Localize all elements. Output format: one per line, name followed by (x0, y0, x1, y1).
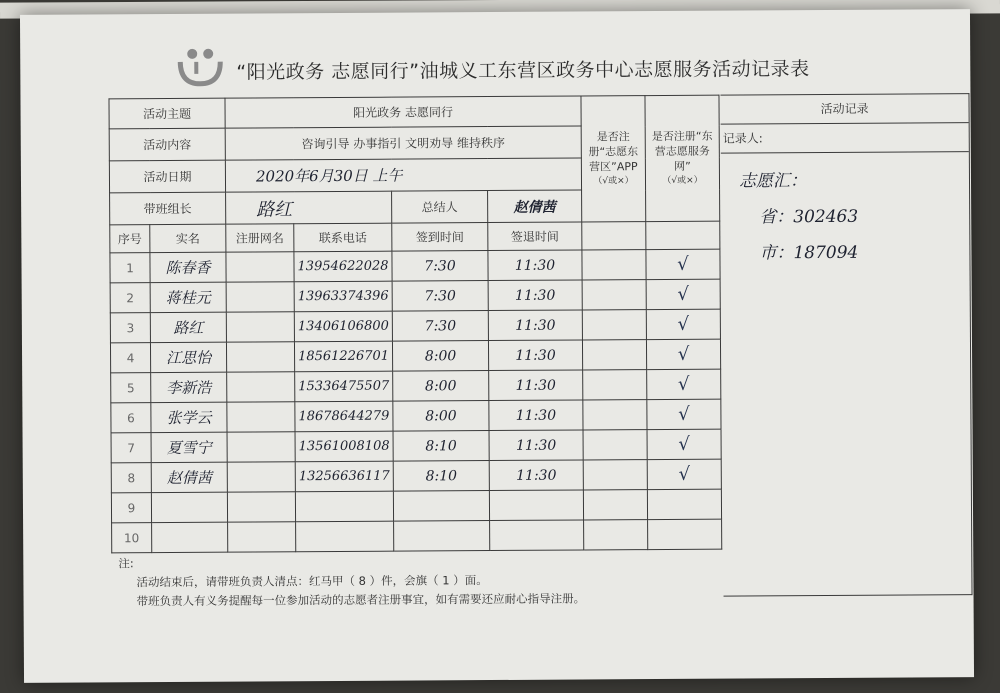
theme-value: 阳光政务 志愿同行 (225, 96, 581, 128)
row-name: 李新浩 (151, 372, 227, 402)
row-web (647, 489, 721, 519)
activity-record-panel (720, 93, 972, 597)
activity-record-table (108, 95, 722, 554)
row-app (582, 340, 646, 370)
row-app (583, 430, 647, 460)
col-checkout: 签退时间 (488, 222, 582, 251)
row-username (227, 402, 295, 432)
row-web: √ (646, 279, 720, 309)
row-phone: 13963374396 (294, 281, 392, 312)
notes-block (118, 551, 585, 611)
row-name: 蒋桂元 (150, 282, 226, 312)
theme-label: 活动主题 (109, 98, 225, 129)
notes-line-2: 带班负责人有义务提醒每一位参加活动的志愿者注册事宜，如有需要还应耐心指导注册。 (136, 591, 586, 609)
row-phone: 13954622028 (294, 251, 392, 282)
row-checkin (394, 521, 490, 552)
row-app (582, 250, 646, 280)
row-phone: 15336475507 (295, 371, 393, 402)
record-notes (721, 152, 970, 272)
row-checkout: 11:30 (489, 460, 583, 491)
row-phone: 13256636117 (295, 461, 393, 492)
col-phone: 联系电话 (294, 223, 392, 252)
summarizer-value: 赵倩茜 (488, 190, 582, 223)
table-row (110, 249, 720, 283)
row-checkout: 11:30 (488, 250, 582, 281)
row-web: √ (647, 399, 721, 429)
row-name: 夏雪宁 (151, 432, 227, 462)
row-checkin: 7:30 (392, 311, 488, 342)
row-phone: 13406106800 (294, 311, 392, 342)
row-number: 8 (111, 463, 151, 493)
row-phone: 13561008108 (295, 431, 393, 462)
row-checkin: 8:00 (392, 341, 488, 372)
content-value: 咨询引导 办事指引 文明劝导 维持秩序 (225, 126, 581, 160)
record-line-1: 志愿汇： (738, 171, 808, 192)
table-row (110, 279, 720, 313)
row-web: √ (647, 369, 721, 399)
row-checkin: 8:10 (393, 431, 489, 462)
row-name: 陈春香 (150, 252, 226, 282)
table-row (111, 459, 721, 493)
row-checkout (489, 490, 583, 521)
record-line-2: 省：302463 (759, 206, 859, 228)
row-name: 张学云 (151, 402, 227, 432)
row-phone (296, 521, 394, 552)
row-app (583, 400, 647, 430)
date-label: 活动日期 (109, 160, 225, 193)
row-web: √ (646, 339, 720, 369)
row-app (584, 520, 648, 550)
row-checkin: 8:00 (393, 371, 489, 402)
row-web: √ (646, 249, 720, 279)
row-number: 10 (112, 523, 152, 553)
row-username (226, 252, 294, 282)
row-username (226, 342, 294, 372)
row-number: 4 (110, 343, 150, 373)
row-name: 江思怡 (150, 342, 226, 372)
leader-value: 路红 (226, 191, 392, 224)
row-checkout (490, 520, 584, 551)
leader-label: 带班组长 (110, 192, 226, 225)
row-app (582, 310, 646, 340)
row-username (227, 372, 295, 402)
row-username (227, 432, 295, 462)
column-header-row (110, 221, 720, 253)
notes-label: 注: (118, 556, 134, 571)
row-name: 赵倩茜 (151, 462, 227, 492)
row-checkin: 8:00 (393, 401, 489, 432)
row-checkout: 11:30 (488, 310, 582, 341)
col-username: 注册网名 (226, 224, 294, 252)
row-web: √ (647, 459, 721, 489)
row-phone: 18678644279 (295, 401, 393, 432)
table-row (111, 369, 721, 403)
row-phone (295, 491, 393, 522)
row-app (583, 460, 647, 490)
row-checkout: 11:30 (489, 430, 583, 461)
row-name (152, 522, 228, 552)
row-number: 2 (110, 283, 150, 313)
row-web: √ (647, 429, 721, 459)
notes-line-1: 活动结束后，请带班负责人清点：红马甲（ 8 ）件，会旗（ 1 ）面。 (136, 573, 488, 590)
row-app (583, 370, 647, 400)
table-row (111, 489, 721, 523)
record-line-3: 市：187094 (759, 242, 859, 264)
row-checkin: 8:10 (393, 461, 489, 492)
col-name: 实名 (150, 224, 226, 252)
row-number: 5 (111, 373, 151, 403)
table-row (110, 339, 720, 373)
row-checkout: 11:30 (489, 400, 583, 431)
row-username (228, 522, 296, 552)
row-checkin: 7:30 (392, 281, 488, 312)
row-number: 6 (111, 403, 151, 433)
recorder-label: 记录人: (721, 123, 969, 154)
record-heading: 活动记录 (720, 94, 968, 125)
row-number: 9 (111, 493, 151, 523)
row-name (151, 492, 227, 522)
row-username (226, 282, 294, 312)
col-checkin: 签到时间 (392, 223, 488, 252)
col-web (646, 221, 720, 249)
content-label: 活动内容 (109, 128, 225, 161)
form-sheet (20, 9, 974, 683)
row-checkin (393, 491, 489, 522)
row-username (227, 462, 295, 492)
row-checkin: 7:30 (392, 251, 488, 282)
table-row (111, 429, 721, 463)
row-web: √ (646, 309, 720, 339)
table-row (112, 519, 722, 553)
date-value: 2020年6月30日 上午 (225, 158, 581, 192)
row-name: 路红 (150, 312, 226, 342)
row-username (227, 492, 295, 522)
row-checkout: 11:30 (489, 370, 583, 401)
col-app (582, 222, 646, 250)
summarizer-label: 总结人 (392, 191, 488, 224)
table-row (111, 399, 721, 433)
page-title: “阳光政务 志愿同行”油城义工东营区政务中心志愿服务活动记录表 (236, 58, 810, 84)
row-app (582, 280, 646, 310)
web-register-header: 是否注册“东营志愿服务网” （√或×） (645, 95, 720, 221)
row-number: 7 (111, 433, 151, 463)
row-username (226, 312, 294, 342)
volunteer-logo-icon (172, 46, 230, 92)
row-number: 1 (110, 253, 150, 283)
row-app (583, 490, 647, 520)
row-number: 3 (110, 313, 150, 343)
row-web (648, 519, 722, 549)
row-checkout: 11:30 (488, 280, 582, 311)
table-row (110, 309, 720, 343)
row-phone: 18561226701 (294, 341, 392, 372)
col-no: 序号 (110, 225, 150, 253)
row-checkout: 11:30 (488, 340, 582, 371)
app-register-header: 是否注册“志愿东营区”APP （√或×） (581, 96, 646, 222)
